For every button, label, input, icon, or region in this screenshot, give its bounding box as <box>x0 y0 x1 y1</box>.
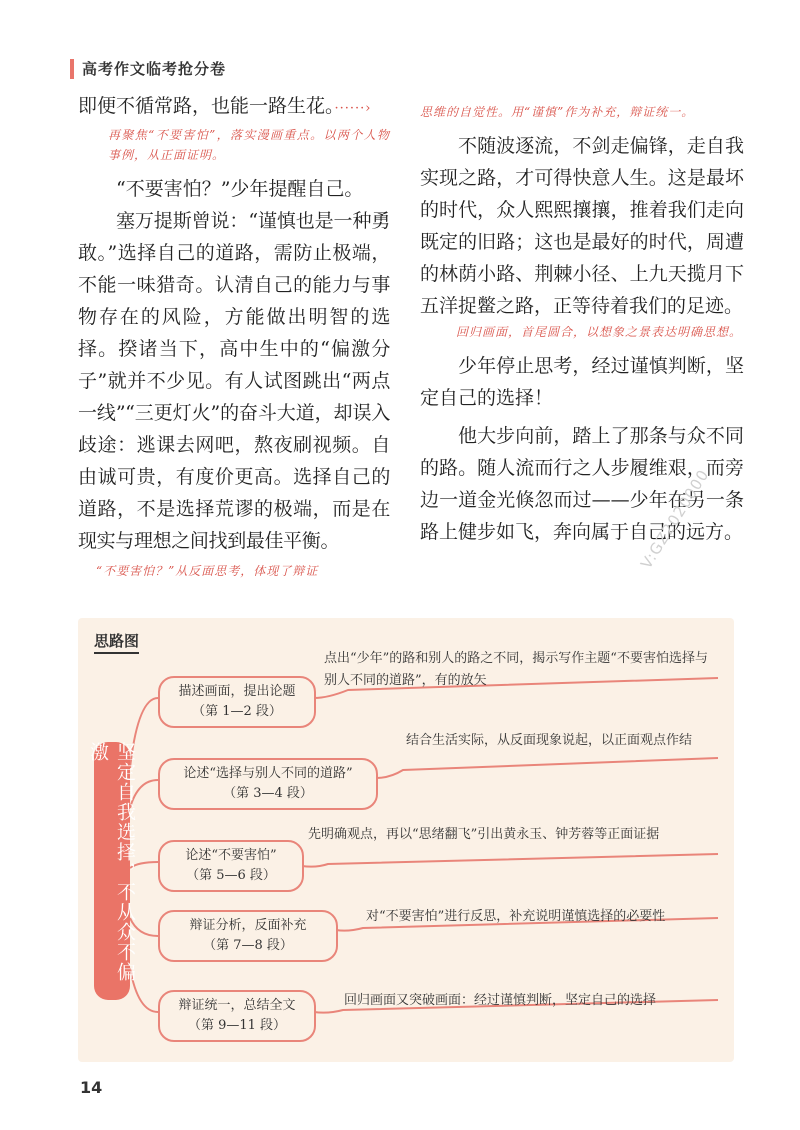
header-title: 高考作文临考抢分卷 <box>82 60 227 78</box>
branch-node: 论述“不要害怕” （第 5—6 段） <box>158 840 304 892</box>
paragraph: 少年停止思考，经过谨慎判断，坚定自己的选择！ <box>420 355 744 409</box>
running-header <box>70 58 226 79</box>
branch-description: 回归画面又突破画面：经过谨慎判断，坚定自己的选择 <box>344 993 657 1008</box>
branch-node: 描述画面，提出论题 （第 1—2 段） <box>158 676 316 728</box>
watermark: V:GZ2020000 <box>637 465 713 573</box>
branch-node: 论述“选择与别人不同的道路” （第 3—4 段） <box>158 758 378 810</box>
branch-description: 先明确观点，再以“思绪翻飞”引出黄永玉、钟芳蓉等正面证据 <box>308 827 660 842</box>
arrow-icon: ······› <box>334 101 372 116</box>
annotation-note: 回归画面，首尾圆合，以想象之景表达明确思想。 <box>456 325 743 339</box>
branch-description: 点出“少年”的路和别人的路之不同，揭示写作主题“不要害怕选择与别人不同的道路”，有的放矢 <box>324 651 708 688</box>
paragraph: “不要害怕？”少年提醒自己。 <box>116 178 364 200</box>
left-line-1: 即便不循常路，也能一路生花。······› <box>78 95 372 117</box>
annotation-note: 再聚焦“不要害怕”，落实漫画重点。以两个人物事例，从正面证明。 <box>108 128 390 162</box>
branch-node: 辩证统一，总结全文 （第 9—11 段） <box>158 990 316 1042</box>
connector-line <box>302 854 718 867</box>
left-column <box>78 90 390 581</box>
paragraph: 塞万提斯曾说：“谨慎也是一种勇敢。”选择自己的道路，需防止极端，不能一味猎奇。认清自己的能力与事物存在的风险，方能做出明智的选择。揆诸当下，高中生中的“偏激分子”就并不少见。有人试图跳出“两点一线”“三更灯火”的奋斗大道，却误入歧途：逃课去网吧，熬夜刷视频。自由诚可贵，有度价更高。选择自己的道路，不是选择荒谬的极端，而是在现实与理想之间找到最佳平衡。 <box>78 210 390 552</box>
branch-node: 辩证分析，反面补充 （第 7—8 段） <box>158 910 338 962</box>
branch-description: 对“不要害怕”进行反思，补充说明谨慎选择的必要性 <box>366 909 666 924</box>
annotation-note: “不要害怕？”从反面思考，体现了辩证 <box>96 564 319 578</box>
connector-line <box>376 758 718 778</box>
paragraph: 他大步向前，踏上了那条与众不同的路。随人流而行之人步履维艰，而旁边一道金光倏忽而过——少年在另一条路上健步如飞，奔向属于自己的远方。 <box>420 425 744 543</box>
annotation-note: 思维的自觉性。用“谨慎”作为补充，辩证统一。 <box>420 105 695 119</box>
mindmap-title: 思路图 <box>94 630 139 654</box>
header-accent-bar <box>70 59 74 79</box>
paragraph: 不随波逐流，不剑走偏锋，走自我实现之路，才可得快意人生。这是最坏的时代，众人熙熙攘攘，推着我们走向既定的旧路；这也是最好的时代，周遭的林荫小路、荆棘小径、上九天揽月下五洋捉鳖之路，正等待着我们的足迹。 <box>420 135 744 317</box>
central-topic: 坚定自我选择，不从众不偏激 <box>94 742 130 1000</box>
page-number: 14 <box>80 1078 103 1097</box>
mindmap <box>78 618 734 1062</box>
branch-description: 结合生活实际，从反面现象说起，以正面观点作结 <box>406 733 693 748</box>
